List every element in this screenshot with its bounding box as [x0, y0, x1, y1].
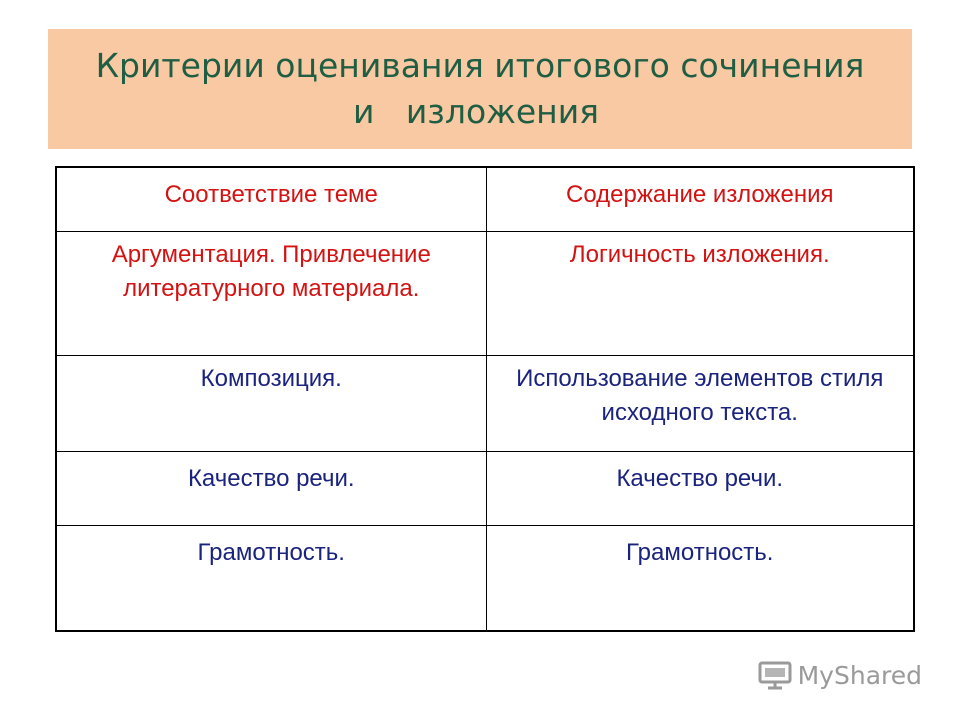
table-cell-summary: [486, 525, 914, 631]
table-row: [56, 451, 914, 525]
table-cell-essay: [56, 451, 486, 525]
criterion-text: Качество речи.: [187, 464, 355, 492]
table-cell-summary: [486, 355, 914, 451]
myshared-watermark: [758, 658, 922, 692]
watermark-text: MyShared: [797, 660, 922, 690]
table-cell-essay: [56, 525, 486, 631]
table-cell-essay: [56, 355, 486, 451]
criterion-text: Грамотность.: [197, 538, 345, 566]
page-title-line-2: и изложения: [352, 92, 600, 131]
table-row: [56, 355, 914, 451]
criterion-text: Логичность изложения.: [569, 240, 830, 268]
projector-screen-icon: [758, 660, 792, 690]
table-cell-summary: [486, 231, 914, 355]
table-cell-summary: [486, 451, 914, 525]
page-title-line-1: Критерии оценивания итогового сочинения: [95, 46, 865, 85]
table-cell-summary: [486, 167, 914, 231]
table-row: [56, 167, 914, 231]
title-banner: [48, 29, 912, 149]
table-row: [56, 231, 914, 355]
table-row: [56, 525, 914, 631]
criterion-text: Аргументация. Привлечение литературного материала.: [111, 240, 431, 302]
criterion-text: Использование элементов стиля исходного текста.: [516, 364, 884, 426]
table-cell-essay: [56, 167, 486, 231]
criterion-text: Соответствие теме: [164, 181, 378, 208]
table-cell-essay: [56, 231, 486, 355]
criteria-table: [55, 166, 915, 632]
criterion-text: Содержание изложения: [566, 181, 834, 208]
criterion-text: Качество речи.: [616, 464, 784, 492]
criterion-text: Грамотность.: [626, 538, 774, 566]
criterion-text: Композиция.: [200, 364, 342, 392]
